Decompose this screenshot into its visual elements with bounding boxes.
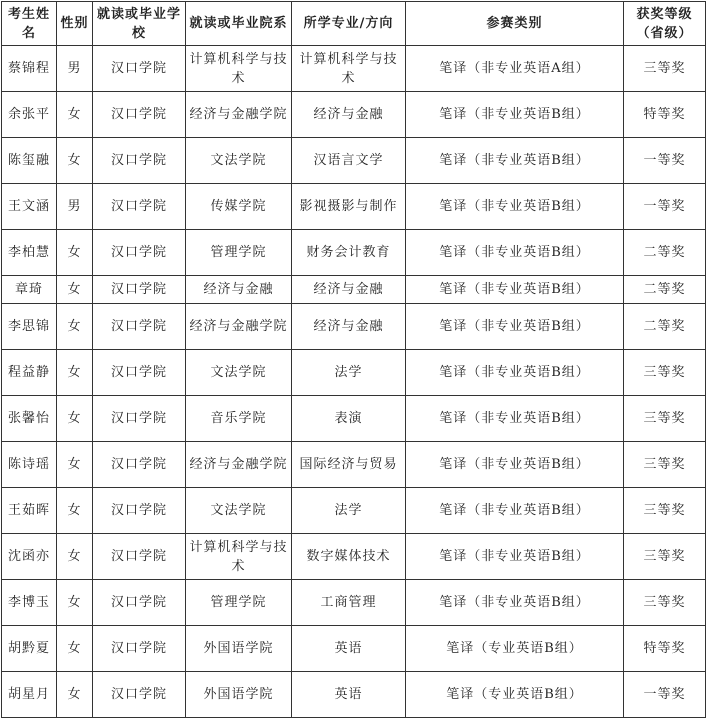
cell-name: 程益静 [2,350,57,396]
header-category: 参赛类别 [406,2,624,46]
cell-school: 汉口学院 [93,580,186,626]
cell-school: 汉口学院 [93,92,186,138]
cell-major: 经济与金融 [292,276,406,304]
table-row [2,304,706,350]
cell-gender: 女 [57,534,93,580]
cell-school: 汉口学院 [93,488,186,534]
table-row [2,276,706,304]
cell-school: 汉口学院 [93,138,186,184]
cell-gender: 女 [57,580,93,626]
cell-name: 蔡锦程 [2,46,57,92]
cell-name: 李博玉 [2,580,57,626]
cell-award: 二等奖 [624,276,706,304]
cell-name: 胡星月 [2,672,57,718]
cell-award: 三等奖 [624,396,706,442]
cell-major: 计算机科学与技术 [292,46,406,92]
cell-gender: 女 [57,672,93,718]
cell-school: 汉口学院 [93,184,186,230]
cell-award: 三等奖 [624,534,706,580]
table-row [2,534,706,580]
cell-major: 表演 [292,396,406,442]
cell-category: 笔译（非专业英语B组） [406,350,624,396]
cell-dept: 计算机科学与技术 [186,46,292,92]
cell-name: 王茹晖 [2,488,57,534]
cell-category: 笔译（专业英语B组） [406,672,624,718]
table-body [2,46,706,718]
cell-name: 沈函亦 [2,534,57,580]
cell-school: 汉口学院 [93,46,186,92]
table-row [2,46,706,92]
header-row [2,2,706,46]
table-row [2,442,706,488]
cell-award: 三等奖 [624,580,706,626]
cell-major: 汉语言文学 [292,138,406,184]
cell-category: 笔译（非专业英语B组） [406,304,624,350]
table-row [2,396,706,442]
cell-major: 财务会计教育 [292,230,406,276]
table-row [2,580,706,626]
cell-dept: 外国语学院 [186,626,292,672]
cell-award: 一等奖 [624,184,706,230]
cell-category: 笔译（非专业英语B组） [406,396,624,442]
cell-gender: 女 [57,276,93,304]
header-award: 获奖等级（省级） [624,2,706,46]
cell-award: 一等奖 [624,672,706,718]
cell-school: 汉口学院 [93,396,186,442]
table-row [2,230,706,276]
cell-name: 陈诗瑶 [2,442,57,488]
cell-name: 余张平 [2,92,57,138]
cell-major: 工商管理 [292,580,406,626]
cell-category: 笔译（专业英语B组） [406,626,624,672]
cell-name: 张馨怡 [2,396,57,442]
cell-award: 一等奖 [624,138,706,184]
cell-major: 国际经济与贸易 [292,442,406,488]
cell-name: 李柏慧 [2,230,57,276]
cell-school: 汉口学院 [93,672,186,718]
cell-name: 胡黔夏 [2,626,57,672]
cell-gender: 男 [57,46,93,92]
cell-category: 笔译（非专业英语B组） [406,92,624,138]
cell-award: 二等奖 [624,304,706,350]
cell-dept: 计算机科学与技术 [186,534,292,580]
cell-category: 笔译（非专业英语B组） [406,442,624,488]
cell-award: 三等奖 [624,46,706,92]
cell-school: 汉口学院 [93,230,186,276]
cell-dept: 管理学院 [186,230,292,276]
cell-category: 笔译（非专业英语B组） [406,534,624,580]
cell-category: 笔译（非专业英语B组） [406,276,624,304]
cell-school: 汉口学院 [93,534,186,580]
cell-major: 数字媒体技术 [292,534,406,580]
cell-major: 英语 [292,672,406,718]
table-row [2,672,706,718]
table-row [2,350,706,396]
cell-award: 三等奖 [624,442,706,488]
cell-school: 汉口学院 [93,442,186,488]
table-row [2,184,706,230]
cell-gender: 女 [57,626,93,672]
cell-category: 笔译（非专业英语B组） [406,580,624,626]
cell-gender: 男 [57,184,93,230]
cell-name: 章琦 [2,276,57,304]
cell-dept: 文法学院 [186,350,292,396]
cell-gender: 女 [57,138,93,184]
cell-major: 经济与金融 [292,92,406,138]
cell-school: 汉口学院 [93,626,186,672]
header-school: 就读或毕业学校 [93,2,186,46]
cell-major: 影视摄影与制作 [292,184,406,230]
cell-dept: 传媒学院 [186,184,292,230]
cell-dept: 经济与金融学院 [186,442,292,488]
cell-dept: 管理学院 [186,580,292,626]
cell-name: 李思锦 [2,304,57,350]
cell-award: 特等奖 [624,626,706,672]
cell-category: 笔译（非专业英语B组） [406,230,624,276]
cell-gender: 女 [57,350,93,396]
cell-gender: 女 [57,92,93,138]
cell-award: 三等奖 [624,350,706,396]
cell-name: 陈玺融 [2,138,57,184]
cell-school: 汉口学院 [93,276,186,304]
cell-gender: 女 [57,230,93,276]
cell-gender: 女 [57,304,93,350]
cell-dept: 外国语学院 [186,672,292,718]
cell-dept: 文法学院 [186,138,292,184]
cell-category: 笔译（非专业英语B组） [406,138,624,184]
table-row [2,488,706,534]
cell-category: 笔译（非专业英语B组） [406,488,624,534]
cell-dept: 音乐学院 [186,396,292,442]
cell-gender: 女 [57,488,93,534]
cell-category: 笔译（非专业英语B组） [406,184,624,230]
table-row [2,138,706,184]
header-major: 所学专业/方向 [292,2,406,46]
cell-gender: 女 [57,396,93,442]
cell-major: 法学 [292,350,406,396]
cell-category: 笔译（非专业英语A组） [406,46,624,92]
header-dept: 就读或毕业院系 [186,2,292,46]
table-row [2,92,706,138]
cell-name: 王文涵 [2,184,57,230]
cell-award: 特等奖 [624,92,706,138]
header-gender: 性别 [57,2,93,46]
cell-dept: 经济与金融学院 [186,92,292,138]
cell-school: 汉口学院 [93,304,186,350]
cell-school: 汉口学院 [93,350,186,396]
cell-award: 二等奖 [624,230,706,276]
header-name: 考生姓名 [2,2,57,46]
cell-award: 三等奖 [624,488,706,534]
cell-dept: 文法学院 [186,488,292,534]
award-table [1,1,706,718]
cell-dept: 经济与金融学院 [186,304,292,350]
cell-major: 法学 [292,488,406,534]
table-row [2,626,706,672]
cell-gender: 女 [57,442,93,488]
cell-major: 英语 [292,626,406,672]
cell-major: 经济与金融 [292,304,406,350]
cell-dept: 经济与金融 [186,276,292,304]
